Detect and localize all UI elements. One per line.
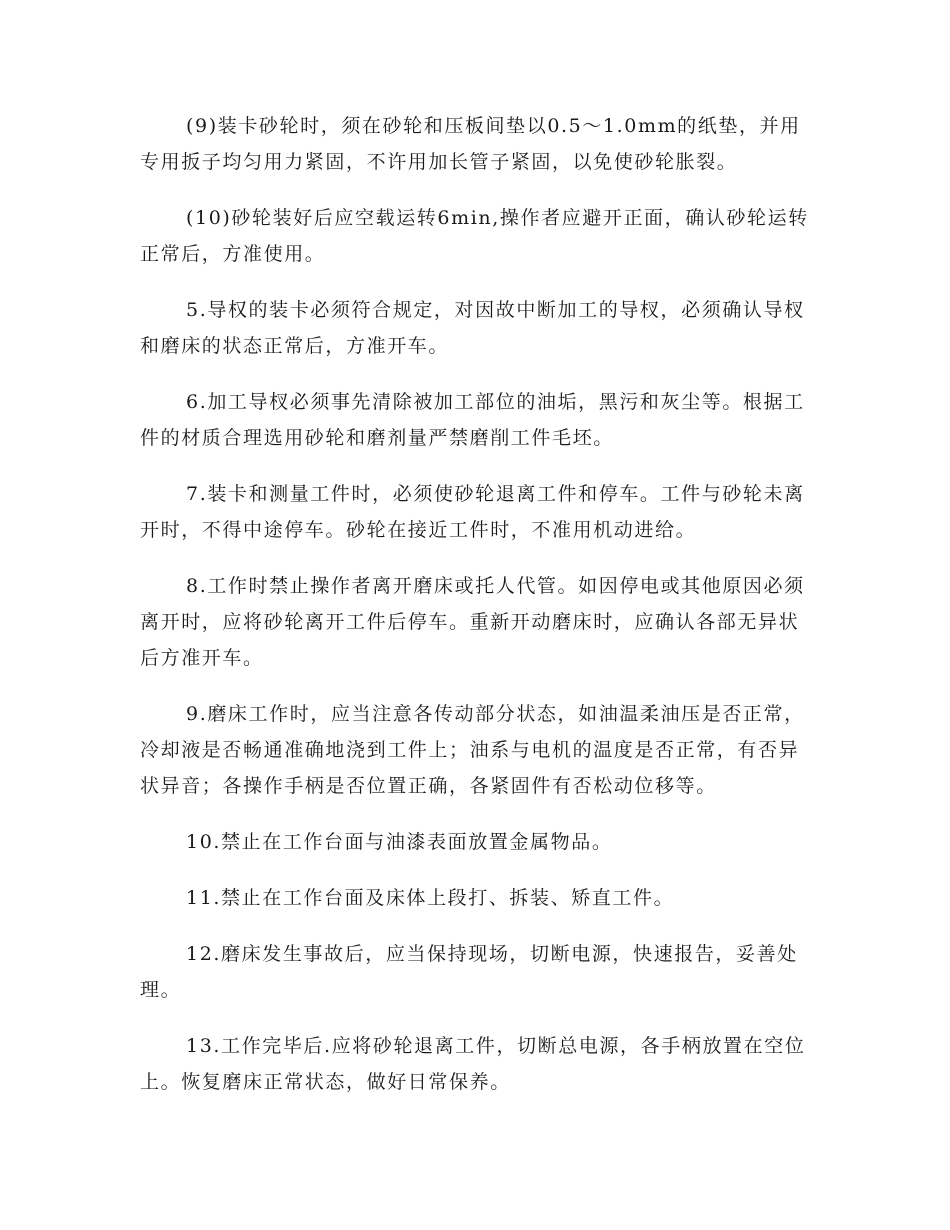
paragraph-section-13: 13.工作完毕后.应将砂轮退离工件，切断总电源，各手柄放置在空位上。恢复磨床正常状态，做好日常保养。 bbox=[140, 1035, 806, 1093]
paragraph-section-11: 11.禁止在工作台面及床体上段打、拆装、矫直工件。 bbox=[186, 887, 675, 909]
paragraph-section-6: 6.加工导杈必须事先清除被加工部位的油垢，黑污和灰尘等。根据工件的材质合理选用砂轮和磨剂量严禁磨削工件毛坯。 bbox=[140, 391, 805, 449]
paragraph-section-5: 5.导权的装卡必须符合规定，对因故中断加工的导杈，必须确认导杈和磨床的状态正常后，方准开车。 bbox=[140, 299, 805, 357]
paragraph-item-9: (9)装卡砂轮时，须在砂轮和压板间垫以0.5～1.0mm的纸垫，并用专用扳子均匀用力紧固，不许用加长管子紧固，以免使砂轮胀裂。 bbox=[140, 115, 801, 173]
paragraph-section-10: 10.禁止在工作台面与油漆表面放置金属物品。 bbox=[186, 831, 613, 853]
paragraph-section-8: 8.工作时禁止操作者离开磨床或托人代管。如因停电或其他原因必须离开时，应将砂轮离开工件后停车。重新开动磨床时，应确认各部无异状后方准开车。 bbox=[140, 575, 805, 669]
paragraph-section-9: 9.磨床工作时，应当注意各传动部分状态，如油温柔油压是否正常，冷却液是否畅通准确地浇到工件上；油系与电机的温度是否正常，有否异状异音；各操作手柄是否位置正确，各紧固件有否松动位移等。 bbox=[140, 703, 805, 797]
paragraph-section-7: 7.装卡和测量工件时，必须使砂轮退离工件和停车。工件与砂轮未离开时，不得中途停车。砂轮在接近工件时，不准用机动进给。 bbox=[140, 483, 805, 541]
paragraph-section-12: 12.磨床发生事故后，应当保持现场，切断电源，快速报告，妥善处理。 bbox=[140, 943, 798, 1001]
document-body bbox=[140, 108, 810, 1120]
paragraph-item-10: (10)砂轮装好后应空载运转6min,操作者应避开正面，确认砂轮运转正常后，方准使用。 bbox=[140, 207, 809, 265]
